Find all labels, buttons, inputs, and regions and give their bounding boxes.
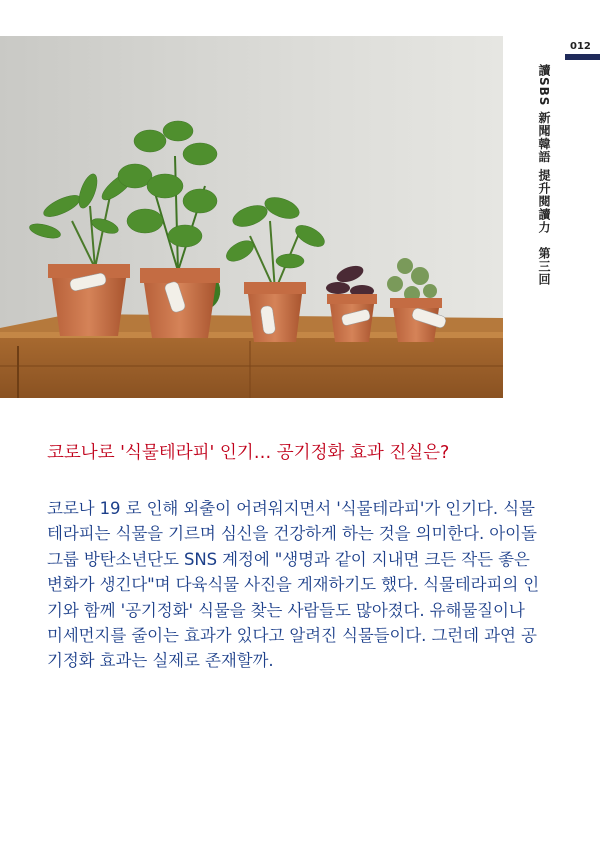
side-series-title: 讀SBS 新聞韓語 提升閱讀力 第三回 (537, 64, 551, 286)
article-headline: 코로나로 '식물테라피' 인기… 공기정화 효과 진실은? (47, 443, 450, 463)
article-body: 코로나 19 로 인해 외출이 어려워지면서 '식물테라피'가 인기다. 식물테라피는 식물을 기르며 심신을 건강하게 하는 것을 의미한다. 아이돌 그룹 방탄소년단도 SNS 계정에 "생명과 같이 지내면 크든 작든 좋은 변화가 생긴다"며 다육식물 사진을 게재하기도 했다. 식물테라피의 인기와 함께 '공기정화' 식물을 찾는 사람들도 많아졌다. 유해물질이나 미세먼지를 줄이는 효과가 있다고 알려진 식물들이다. 그런데 과연 공기정화 효과는 실제로 존재할까. (47, 499, 540, 671)
page-number-bar (565, 54, 600, 60)
page-number: 012 (570, 41, 591, 52)
potted-plants-photo (0, 36, 503, 398)
